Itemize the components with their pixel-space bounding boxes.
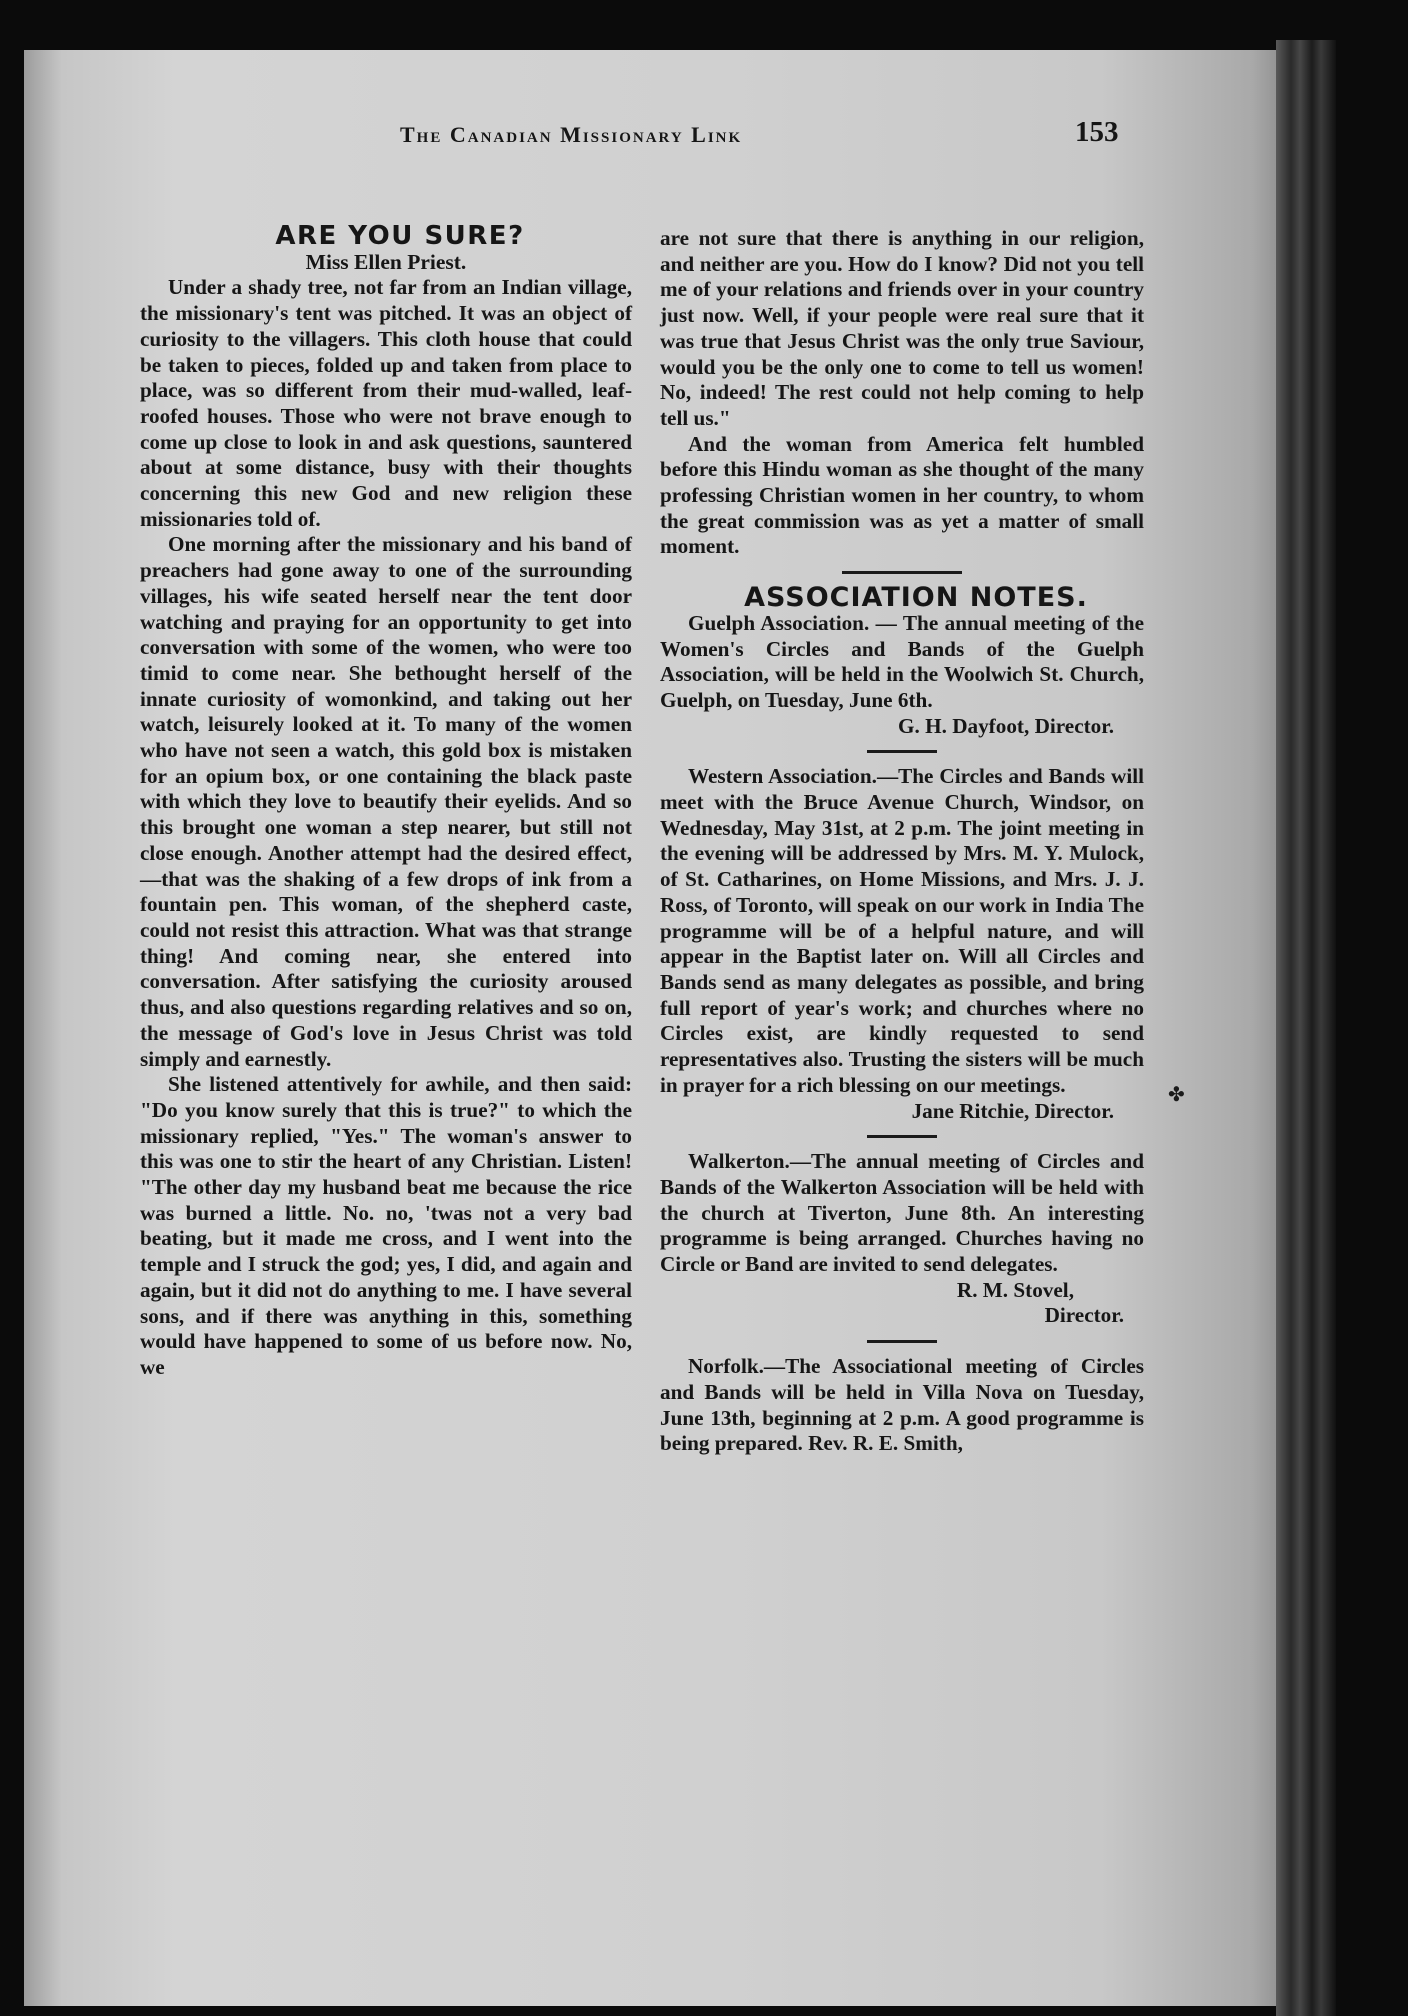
article-paragraph: One morning after the missionary and his band of preachers had gone away to one of the surrounding villages, his wife seated herself near the tent door watching and praying for an opportunity to get into conversation with some of the women, who were too timid to come near. She bethought herself of the innate curiosity of womonkind, and taking out her watch, leisurely looked at it. To many of the women who have not seen a watch, this gold box is mistaken for an opium box, or one containing the black paste with which they love to beautify their eyelids. And so this brought one woman a step nearer, but still not close enough. Another attempt had the desired effect,—that was the shaking of a few drops of ink from a fountain pen. This woman, of the shepherd caste, could not resist this attraction. What was that strange thing! And coming near, she entered into conversation. After satisfying the curiosity aroused thus, and also questions regarding relatives and so on, the message of God's love in Jesus Christ was told simply and earnestly. bbox=[140, 532, 632, 1071]
article-byline: Miss Ellen Priest. bbox=[305, 249, 467, 274]
section-title: ASSOCIATION NOTES. bbox=[744, 582, 1088, 614]
note-signature: Jane Ritchie, Director. bbox=[911, 1098, 1114, 1123]
section-divider bbox=[842, 571, 962, 574]
book-binding bbox=[1276, 40, 1336, 2016]
note-divider bbox=[867, 1340, 937, 1343]
article-paragraph: Under a shady tree, not far from an Indian village, the missionary's tent was pitched. It was an object of curiosity to the villagers. This cloth house that could be taken to pieces, folded up and taken from place to place, was so different from their mud-walled, leaf-roofed houses. Those who were not brave enough to come up close to look in and ask questions, sauntered about at some distance, busy with their thoughts concerning this new God and new religion these missionaries told of. bbox=[140, 275, 632, 531]
note-guelph: Guelph Association. — The annual meeting of the Women's Circles and Bands of the Guelph Association, will be held in the Woolwich St. Church, Guelph, on Tuesday, June 6th. bbox=[660, 610, 1144, 712]
note-norfolk: Norfolk.—The Associational meeting of Circles and Bands will be held in Villa Nova on Tuesday, June 13th, beginning at 2 p.m. A good programme is being prepared. Rev. R. E. Smith, bbox=[660, 1354, 1144, 1456]
journal-title: The Canadian Missionary Link bbox=[400, 122, 743, 147]
page-number: 153 bbox=[1075, 116, 1119, 148]
right-column bbox=[660, 226, 1144, 1457]
article-paragraph: And the woman from America felt humbled before this Hindu woman as she thought of the many professing Christian women in her country, to whom the great commission was as yet a matter of small moment. bbox=[660, 431, 1144, 559]
note-signature: R. M. Stovel, bbox=[956, 1277, 1074, 1302]
ink-blot-icon: ✤ bbox=[1168, 1084, 1185, 1106]
note-divider bbox=[867, 1135, 937, 1138]
note-signature-title: Director. bbox=[1044, 1303, 1124, 1328]
note-divider bbox=[867, 750, 937, 753]
note-western: Western Association.—The Circles and Bands will meet with the Bruce Avenue Church, Windsor, on Wednesday, May 31st, at 2 p.m. The joint meeting in the evening will be addressed by Mrs. M. Y. Mulock, of St. Catharines, on Home Missions, and Mrs. J. J. Ross, of Toronto, will speak on our work in India The programme will be of a helpful nature, and will appear in the Baptist later on. Will all Circles and Bands send as many delegates as possible, and bring full report of year's work; and churches where no Circles exist, are kindly requested to send representatives also. Trusting the sisters will be much in prayer for a rich blessing on our meetings. bbox=[660, 764, 1144, 1097]
article-paragraph-continued: are not sure that there is anything in our religion, and neither are you. How do I know? Did not you tell me of your relations and friends over in your country just now. Well, if your people were real sure that it was true that Jesus Christ was the only true Saviour, would you be the only one to come to tell us women! No, indeed! The rest could not help coming to help tell us." bbox=[660, 226, 1144, 430]
left-column bbox=[140, 221, 632, 1381]
note-walkerton: Walkerton.—The annual meeting of Circles and Bands of the Walkerton Association will be held with the church at Tiverton, June 8th. An interesting programme is being arranged. Churches having no Circle or Band are invited to send delegates. bbox=[660, 1149, 1144, 1277]
note-signature: G. H. Dayfoot, Director. bbox=[898, 713, 1114, 738]
article-title: ARE YOU SURE? bbox=[275, 221, 525, 251]
article-paragraph: She listened attentively for awhile, and then said: "Do you know surely that this is true?" to which the missionary replied, "Yes." The woman's answer to this was one to stir the heart of any Christian. Listen! "The other day my husband beat me because the rice was burned a little. No. no, 'twas not a very bad beating, but it made me cross, and I went into the temple and I struck the god; yes, I did, and again and again, but it did not do anything to me. I have several sons, and if there was anything in this, something would have happened to some of us before now. No, we bbox=[140, 1072, 632, 1379]
